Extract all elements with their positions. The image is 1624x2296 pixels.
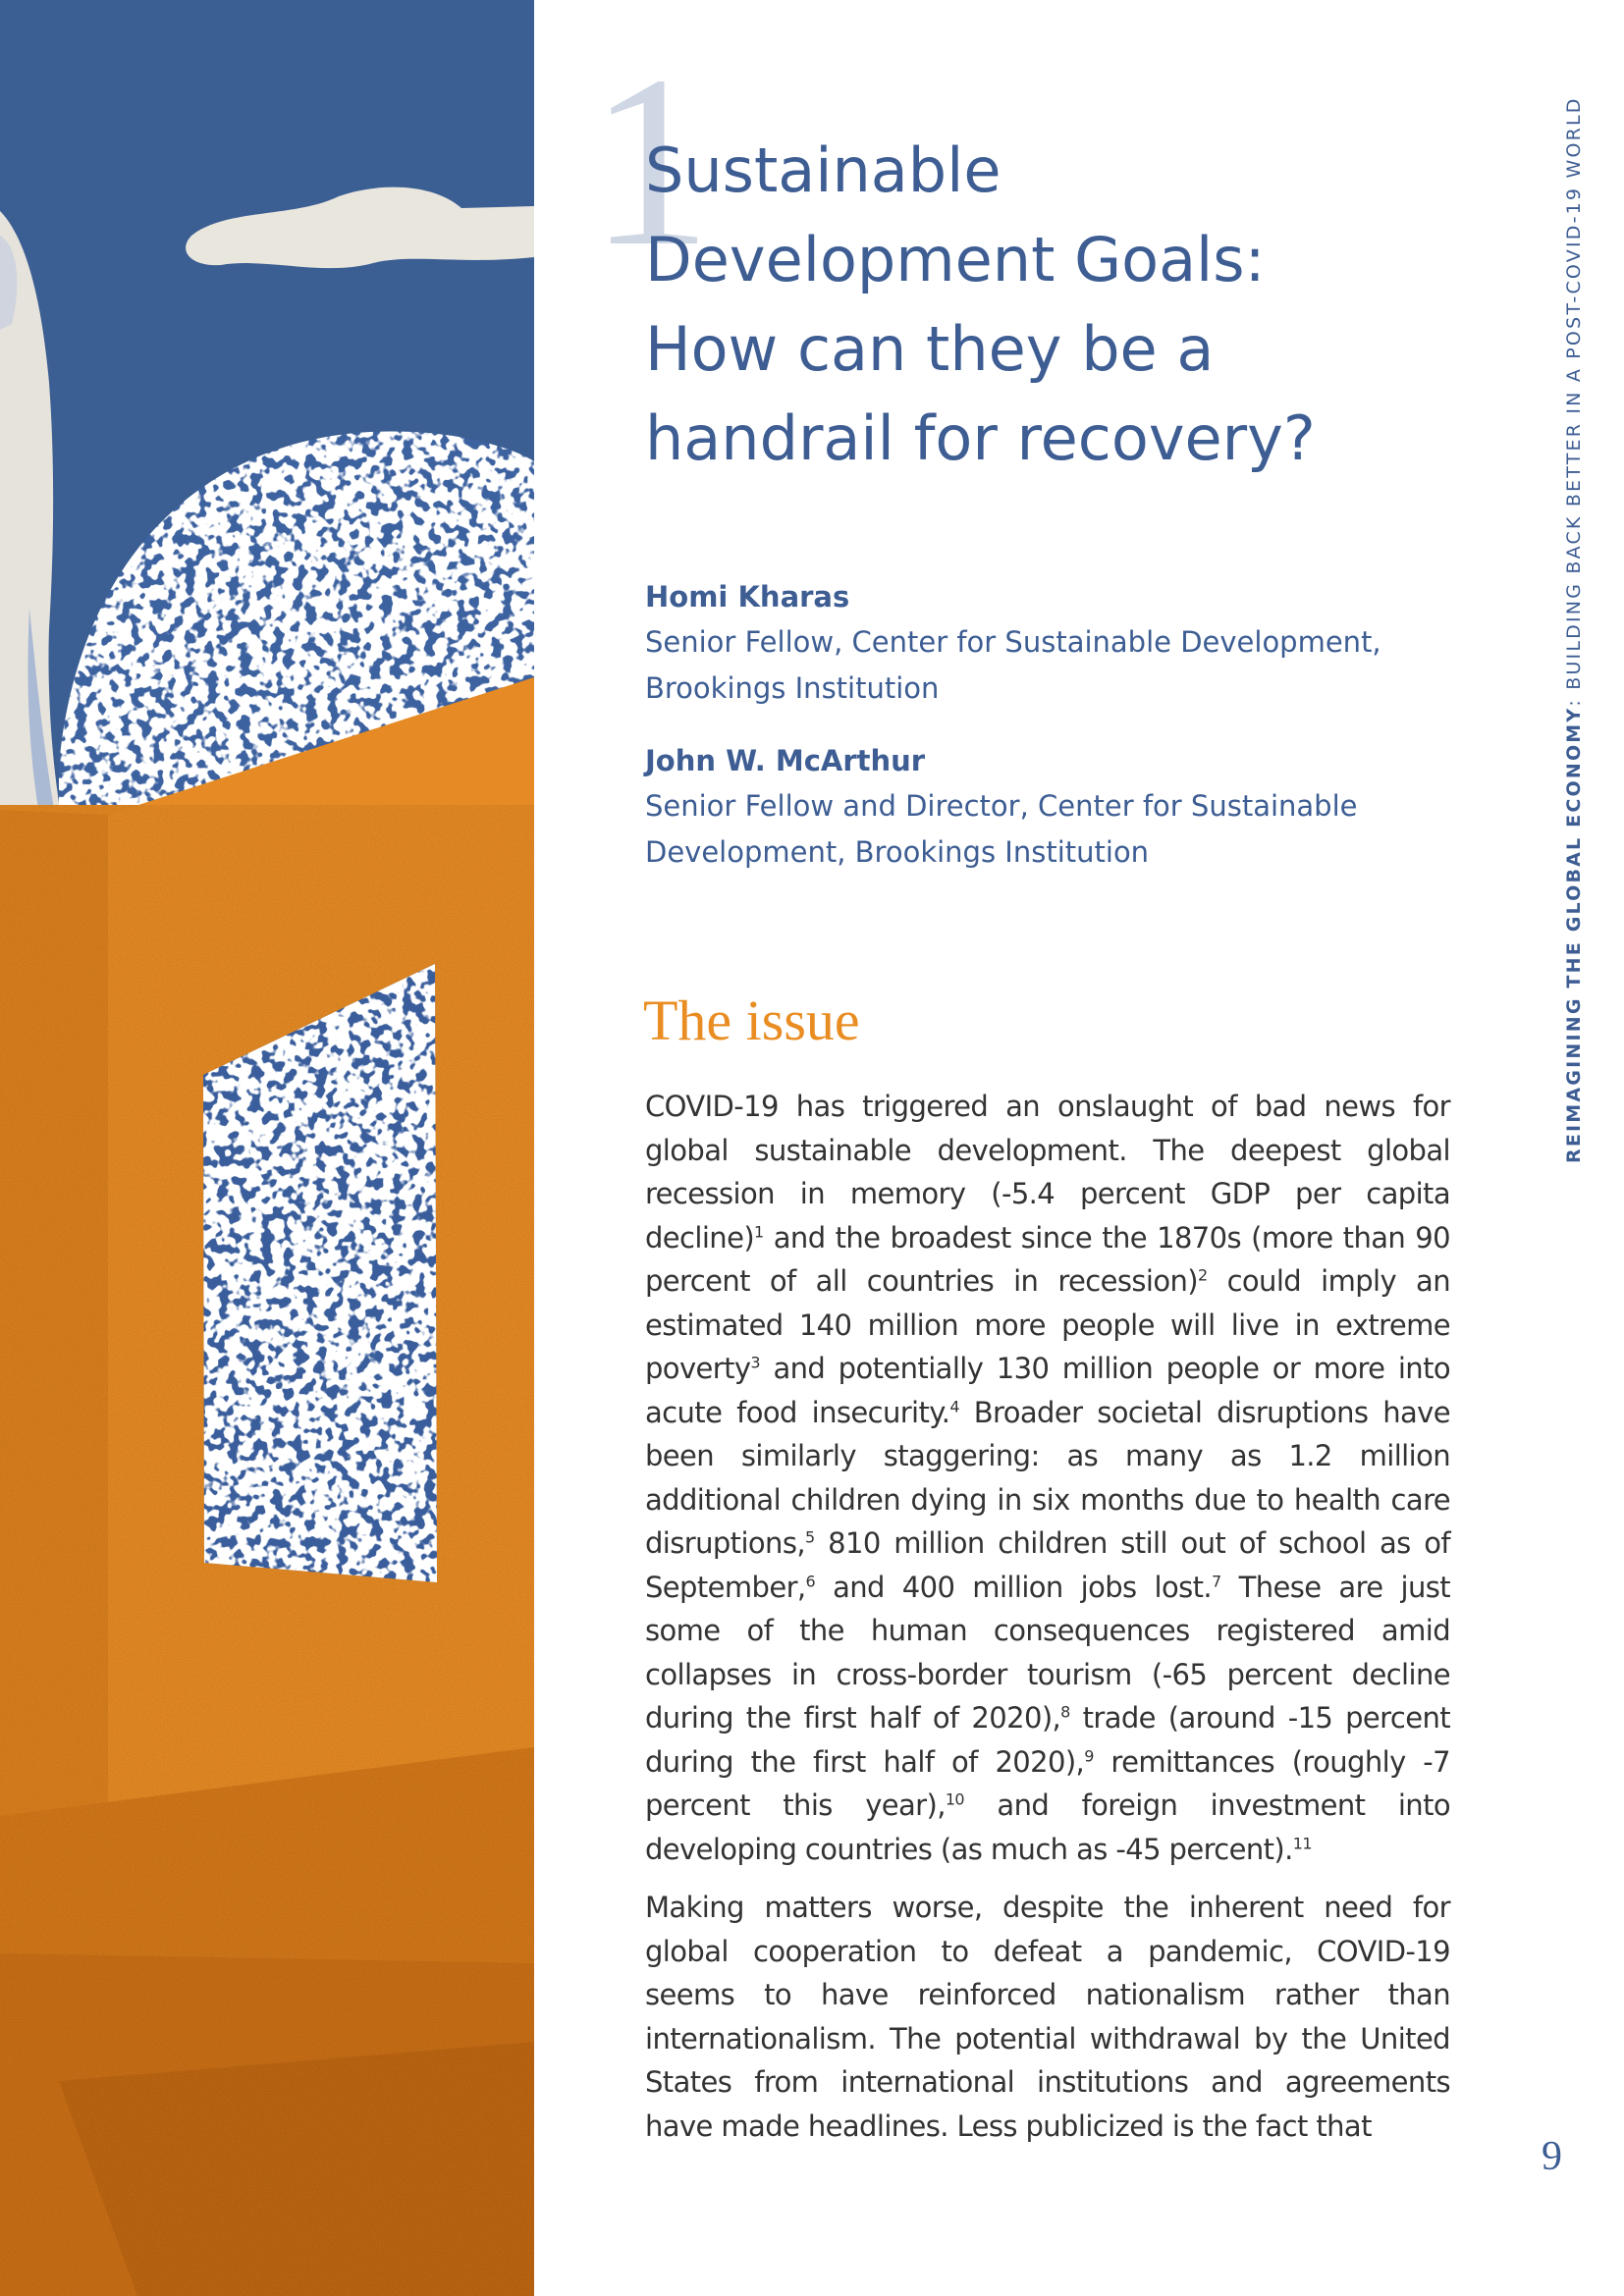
running-title (1563, 96, 1585, 1163)
paragraph-text: and 400 million jobs lost. (815, 1570, 1213, 1604)
footnote-ref[interactable]: 7 (1212, 1571, 1221, 1590)
body-paragraph (645, 1085, 1450, 1871)
footnote-ref[interactable]: 6 (805, 1571, 816, 1590)
author-name: John W. McArthur (645, 744, 926, 777)
footnote-ref[interactable]: 8 (1060, 1702, 1070, 1722)
footnote-ref[interactable]: 3 (750, 1353, 761, 1372)
author-affiliation: Senior Fellow and Director, Center for Sustainable Development, Brookings Institution (645, 789, 1358, 869)
paragraph-text: and potentially 130 million people or more into acute food insecurity. (645, 1352, 1450, 1429)
footnote-ref[interactable]: 1 (754, 1221, 764, 1241)
footnote-ref[interactable]: 2 (1197, 1265, 1208, 1285)
body-text (645, 1085, 1450, 2163)
author-affiliation: Senior Fellow, Center for Sustainable Development, Brookings Institution (645, 625, 1381, 705)
author-entry (645, 574, 1450, 712)
footnote-ref[interactable]: 11 (1292, 1833, 1312, 1852)
running-title-rest: : BUILDING BACK BETTER IN A POST-COVID-19 WORLD (1563, 96, 1585, 707)
chapter-number: 1 (589, 26, 712, 297)
running-title-bold: REIMAGINING THE GLOBAL ECONOMY (1563, 706, 1585, 1163)
footnote-ref[interactable]: 4 (949, 1396, 959, 1415)
paragraph-text: and the broadest since the 1870s (more than 90 percent of all countries in recession) (645, 1220, 1450, 1298)
footnote-ref[interactable]: 9 (1084, 1745, 1094, 1765)
paragraph-text: These are just some of the human consequences registered amid collapses in cross-border tourism (-65 percent decline during the first half of 2020), (645, 1570, 1451, 1735)
paragraph-text: trade (around -15 percent during the first half of 2020), (645, 1701, 1450, 1779)
paragraph-text: Broader societal disruptions have been similarly staggering: as many as 1.2 million additional children dying in six months due to health care disruptions, (645, 1395, 1450, 1560)
author-entry (645, 738, 1450, 876)
section-heading: The issue (643, 988, 860, 1052)
body-paragraph (645, 1886, 1450, 2148)
page-number: 9 (1542, 2134, 1562, 2179)
paragraph-text: 810 million children still out of school as of September, (645, 1526, 1450, 1604)
paragraph-text: could imply an estimated 140 million more people will live in extreme poverty (645, 1264, 1451, 1385)
footnote-ref[interactable]: 5 (804, 1527, 815, 1547)
author-list (645, 574, 1450, 902)
paragraph-text: remittances (roughly -7 percent this year), (645, 1744, 1451, 1822)
cover-illustration (0, 0, 534, 2296)
chapter-title: Sustainable Development Goals: How can they be a handrail for recovery? (645, 134, 1316, 474)
footnote-ref[interactable]: 10 (945, 1789, 964, 1809)
paragraph-text: COVID-19 has triggered an onslaught of bad news for global sustainable development. The deepest global recession in memory (-5.4 percent GDP per capita decline) (645, 1090, 1450, 1255)
paragraph-text: and foreign investment into developing countries (as much as -45 percent). (645, 1789, 1450, 1866)
paragraph-text: Making matters worse, despite the inherent need for global cooperation to defeat a pandemic, COVID-19 seems to have reinforced nationalism rather than internationalism. The potential withdrawal by the United States from international institutions and agreements have made headlines. Less publicized is the fact that (645, 1891, 1450, 2143)
author-name: Homi Kharas (645, 580, 850, 614)
